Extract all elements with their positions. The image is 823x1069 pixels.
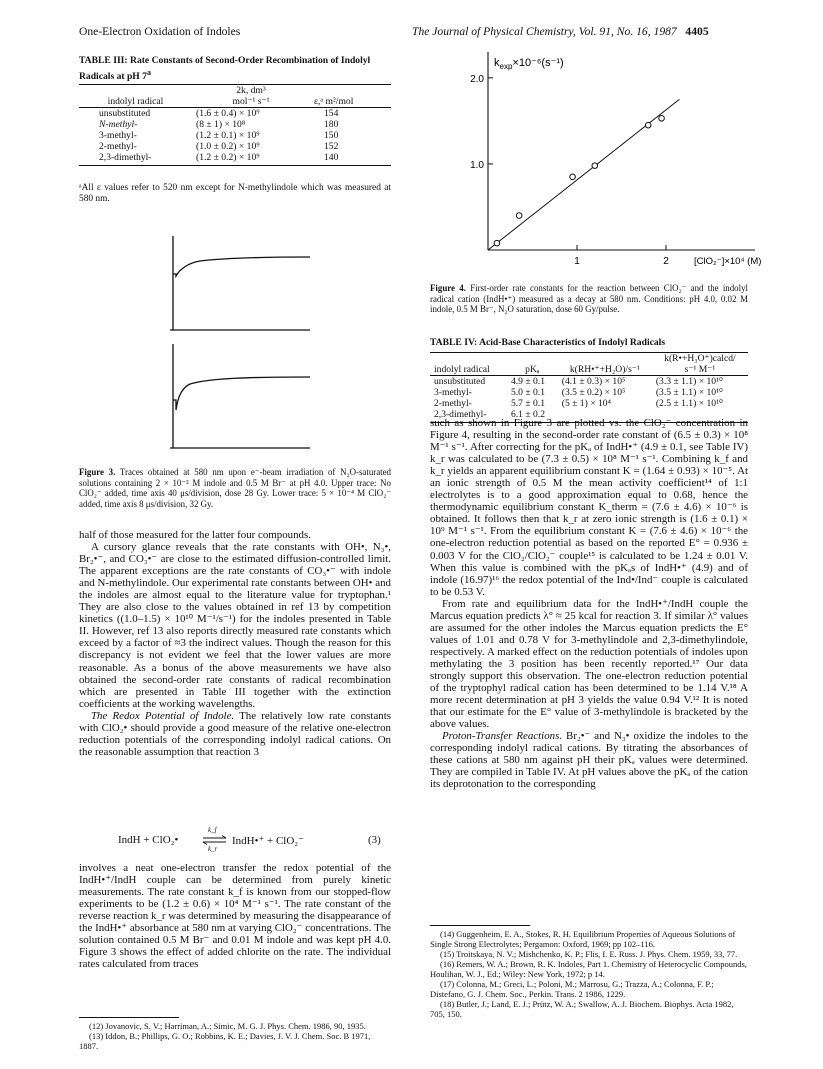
table3-cell-name: 2-methyl-: [99, 141, 137, 152]
page-number: 4405: [685, 25, 709, 38]
table3-cell-eps: 154: [324, 108, 339, 119]
figure3-upper-trace: [170, 236, 310, 330]
figure3-traces: [170, 236, 315, 456]
table4-cell-k2: (3.3 ± 1.1) × 10¹⁰: [655, 376, 723, 387]
table-row: [79, 108, 391, 120]
table4-cell-name: 2-methyl-: [434, 398, 472, 409]
paragraph-text: The relatively low rate constants with ClO₂• should provide a good measure of the relative one-electron reduction potentials of the corresponding indolyl radical cations. On the reasonable assumption that reaction 3: [79, 709, 391, 758]
table4-cell-name: 2,3-dimethyl-: [430, 409, 507, 423]
table4-cell-pka: 6.1 ± 0.2: [507, 409, 558, 423]
table3-cell-eps: 152: [324, 141, 339, 152]
figure4-data-point: [516, 213, 522, 219]
reference-17: (17) Colonna, M.; Greci, L.; Poloni, M.; Marrosu, G.; Trazza, A.; Colonna, F. P.; Distefano, G. J. Chem. Soc., Perkin. Trans. 2 1986, 1229.: [430, 979, 714, 999]
right-column-text: [430, 417, 748, 790]
paragraph-text: Br₂•⁻ and N₃• oxidize the indoles to the corresponding indolyl radical cations. By titrating the absorbances of these cations at 580 nm against pH their pKₐ values were determined. They are compiled in Table IV. At pH values above the pKₐ of the cation its deprotonation to the corresponding: [430, 730, 748, 791]
reference-15: (15) Troitskaya, N. V.; Mishchenko, K. P.; Flis, I. E. Russ. J. Phys. Chem. 1959, 33, 77.: [440, 949, 738, 959]
table3-col-k: [192, 85, 310, 108]
table3-cell-name: N-methyl-: [99, 119, 138, 130]
table3-col-radical: indolyl radical: [79, 85, 192, 108]
equation-kr: k_r: [208, 845, 218, 853]
table4-col-pka: pKₐ: [507, 353, 558, 376]
table-row: [430, 387, 748, 398]
table4-title: [430, 337, 748, 349]
figure4-ytick-1.0: 1.0: [470, 159, 484, 171]
left-column-text: [79, 529, 391, 758]
table3-cell-eps: 140: [310, 152, 391, 166]
figure4-ticks: [488, 78, 666, 250]
section-heading: The Redox Potential of Indole.: [91, 709, 235, 722]
figure4-y-label: $k_{exp}\times 10^{-6}(s^{-1})$: [494, 57, 564, 71]
figure4-ytick-2.0: 2.0: [470, 73, 484, 85]
table3-title-text: Rate Constants of Second-Order Recombination of Indolyl Radicals at pH 7: [79, 55, 371, 82]
paragraph-proton: [430, 730, 748, 790]
equation-3: [118, 826, 390, 856]
table3-footnote: ᵃAll ε values refer to 520 nm except for N-methylindole which was measured at 580 nm.: [79, 183, 391, 205]
right-references: [430, 929, 748, 1019]
left-references: [79, 1021, 391, 1051]
table4-cell-name: unsubstituted: [434, 376, 486, 387]
table4-col-k1: k(RH•⁺+H₂O)/s⁻¹: [558, 353, 652, 376]
table4-cell-pka: 4.9 ± 0.1: [510, 376, 545, 387]
table-row: [430, 398, 748, 409]
figure3-caption-text: Traces obtained at 580 nm upon e⁻-beam irradiation of N₂O-saturated solutions containing 2 × 10⁻² M indole and 0.5 M Br⁻ at pH 4.0. Upper trace: No ClO₂⁻ added, time axis 40 μs/division, dose 28 Gy. Lower trace: 5 × 10⁻⁴ M ClO₂⁻ added, time axis 8 μs/division, 32 Gy.: [79, 467, 391, 509]
paragraph: A cursory glance reveals that the rate constants with OH•, N₃•, Br₂•⁻, and CO₃•⁻ are close to the estimated diffusion-controlled limit. The apparent exceptions are the rate constants of CO₃•⁻ with indole and N-methylindole. Our experimental rate constants between OH• and the indoles are almost equal to the literature value for tryptophan.¹ They are also close to the values obtained in ref 13 by competition kinetics ((1.0–1.5) × 10¹⁰ M⁻¹/s⁻¹) for the indoles presented in Table II. However, ref 13 also reports directly measured rate constants which exceed by a factor of ≈3 the indirect values. Though the reason for this discrepancy is not evident we feel that the lower values are more reasonable. As a bonus of the above measurements we have also obtained the second-order rate constants of radical recombination which are presented in Table III together with the extinction coefficients at the working wavelengths.: [79, 541, 391, 710]
reference-16: (16) Remers, W. A.; Brown, R. K. Indoles, Part 1. Chemistry of Heterocyclic Compounds, Houlihan, W. J., Ed.; Wiley: New York, 1972; p 14.: [430, 959, 747, 979]
table3-cell-name: 2,3-dimethyl-: [79, 152, 192, 166]
figure4-caption-label: Figure 4.: [430, 283, 466, 293]
table-row: [79, 152, 391, 166]
paragraph: half of those measured for the latter four compounds.: [79, 529, 311, 541]
table4: [430, 352, 748, 423]
table3-cell-name: 3-methyl-: [99, 130, 137, 141]
table3-cell-k: (1.2 ± 0.1) × 10⁹: [196, 130, 260, 141]
table3-cell-k: (1.2 ± 0.2) × 10⁹: [192, 152, 310, 166]
figure4-points: [494, 115, 664, 245]
table4-col-k2-line2: s⁻¹ M⁻¹: [684, 364, 716, 375]
figure4-data-point: [645, 122, 651, 128]
table3-label: TABLE III:: [79, 55, 128, 66]
paragraph: such as shown in Figure 3 are plotted vs. the ClO₂⁻ concentration in Figure 4, resulting in the second-order rate constant of (6.5 ± 0.3) × 10⁸ M⁻¹ s⁻¹. After correcting for the pKₐ of IndH•⁺ (4.9 ± 0.1, see Table IV) k_r was calculated to be (7.3 ± 0.5) × 10⁸ M⁻¹ s⁻¹. Combining k_f and k_r yields an apparent equilibrium constant K = (1.64 ± 0.93) × 10⁻⁵. At an ionic strength of 0.5 M the mean activity coefficient¹⁴ of 1:1 electrolytes is to a good approximation equal to 0.68, hence the thermodynamic equilibrium constant K_therm = (7.6 ± 4.6) × 10⁻⁶ is obtained. It follows then that k_r at zero ionic strength is (1.6 ± 0.1) × 10⁹ M⁻¹ s⁻¹. From the equilibrium constant K = (7.6 ± 4.6) × 10⁻⁶ the one-electron reduction potential as based on the reported E° = 0.936 ± 0.003 V for the ClO₂/ClO₂⁻ couple¹⁵ is calculated to be 1.24 ± 0.01 V. When this value is combined with the pKₐs of IndH•⁺ (4.9) and of indole (16.97)¹⁶ the redox potential of the Ind•/Ind⁻ couple is calculated to be 0.53 V.: [430, 417, 748, 598]
table4-cell-k2: (3.5 ± 1.1) × 10¹⁰: [655, 387, 723, 398]
table3-cell-name: unsubstituted: [99, 108, 151, 119]
table-row: [79, 130, 391, 141]
table3-col-eps: ε,ᵃ m²/mol: [310, 85, 391, 108]
equation-kf: k_f: [208, 826, 217, 834]
left-column-text-2: [79, 862, 391, 970]
section-heading: Proton-Transfer Reactions.: [442, 730, 563, 743]
table3-cell-k: (1.0 ± 0.2) × 10⁹: [196, 141, 260, 152]
paragraph: From rate and equilibrium data for the IndH•⁺/IndH couple the Marcus equation predicts λ° ≈ 25 kcal for reaction 3. If similar λ° values are assumed for the other indoles the Marcus equation predicts the E° values of 1.01 and 0.78 V for 3-methylindole and 2,3-dimethylindole, respectively. A marked effect on the reduction potentials of indoles upon methylating the 3 position has been recently reported.¹⁷ Our data strongly support this observation. The one-electron reduction potential of the tryptophyl radical cation has been determined to be 1.14 V.¹⁸ A more recent determination at pH 3 yields the value 0.94 V.¹² It is noted that our estimate for the E° value of 3-methylindole is bracketed by the above values.: [430, 597, 748, 731]
reference-18: (18) Butler, J.; Land, E. J.; Prütz, W. A.; Swallow, A. J. Biochem. Biophys. Acta 1982, 705, 150.: [430, 999, 734, 1019]
figure4-caption-text: First-order rate constants for the reaction between ClO₂⁻ and the indolyl radical cation (IndH•⁺) measured as a decay at 580 nm. Conditions: pH 4.0, 0.02 M indole, 0.5 M Br⁻, N₂O saturation, dose 60 Gy/pulse.: [430, 283, 748, 315]
table-row: [430, 376, 748, 388]
table3-cell-k: (8 ± 1) × 10⁸: [196, 119, 246, 130]
table3: [79, 84, 391, 166]
table4-col-k2: [652, 353, 748, 376]
table-row: [79, 119, 391, 130]
table4-title-text: Acid-Base Characteristics of Indolyl Radicals: [479, 337, 666, 348]
table4-cell-pka: 5.7 ± 0.1: [510, 398, 545, 409]
table4-col-k2-line1: k(R•+H₃O⁺)calcd/: [664, 353, 736, 364]
table3-title-note: a: [146, 67, 151, 77]
reference-12: (12) Jovanovic, S. V.; Harriman, A.; Simic, M. G. J. Phys. Chem. 1986, 90, 1935.: [89, 1021, 366, 1031]
figure3-caption-label: Figure 3.: [79, 467, 116, 477]
figure4-data-point: [592, 163, 598, 169]
equation-right: IndH•⁺ + ClO₂⁻: [232, 835, 304, 847]
reference-13: (13) Iddon, B.; Phillips, G. O.; Robbins, K. E.; Davies, J. V. J. Chem. Soc. B 1971, 1887.: [79, 1031, 371, 1051]
table4-label: TABLE IV:: [430, 337, 478, 348]
table3-header-row: [79, 85, 391, 108]
paragraph: involves a neat one-electron transfer the redox potential of the IndH•⁺/IndH couple can be determined from purely kinetic measurements. The rate constant k_f is known from our stopped-flow experiments to be (1.2 ± 0.6) × 10⁴ M⁻¹ s⁻¹. The rate constant of the reverse reaction k_r was determined by measuring the disappearance of the IndH•⁺ absorbance at 580 nm at varying ClO₂⁻ concentrations. The solution contained 0.5 M Br⁻ and 0.01 M indole and was kept pH 4.0. Figure 3 shows the effect of added chlorite on the rate. The individual rates calculated from traces: [79, 862, 391, 971]
table4-cell-k1: (3.5 ± 0.2) × 10⁵: [561, 387, 626, 398]
figure4-chart: [440, 44, 770, 276]
table-row: [79, 141, 391, 152]
figure3-caption: [79, 467, 391, 509]
table3-col-k-line2: mol⁻¹ s⁻¹: [232, 96, 270, 107]
table4-cell-k2: (2.5 ± 1.1) × 10¹⁰: [655, 398, 723, 409]
table4-col-radical: indolyl radical: [430, 353, 507, 376]
table4-header-row: [430, 353, 748, 376]
table3-title: [79, 55, 379, 82]
journal-citation: The Journal of Physical Chemistry, Vol. 91, No. 16, 1987: [412, 25, 677, 38]
figure4-data-point: [570, 174, 576, 180]
figure4-xtick-1: 1: [574, 256, 580, 267]
table4-cell-name: 3-methyl-: [434, 387, 472, 398]
running-header-right: [412, 25, 709, 38]
figure4-caption: [430, 283, 748, 315]
equation-number: (3): [368, 834, 381, 846]
table3-cell-k: (1.6 ± 0.4) × 10⁹: [196, 108, 260, 119]
footnote-divider: [79, 1017, 179, 1018]
table4-cell-k1: (5 ± 1) × 10⁴: [561, 398, 611, 409]
figure4-data-point: [494, 240, 500, 246]
table4-cell-k1: (4.1 ± 0.3) × 10⁵: [561, 376, 626, 387]
paragraph-redox: [79, 710, 391, 758]
figure4-xtick-2: 2: [663, 256, 669, 267]
figure4-x-label: [ClO₂⁻]×10⁴ (M): [694, 256, 762, 267]
running-header-left: One-Electron Oxidation of Indoles: [79, 25, 241, 38]
table3-col-k-line1: 2k, dm³: [236, 85, 266, 96]
footnote-divider: [430, 925, 530, 926]
figure3-lower-trace: [170, 344, 310, 448]
figure4-data-point: [659, 115, 665, 121]
table3-cell-eps: 180: [324, 119, 339, 130]
equilibrium-arrow-icon: [202, 835, 228, 845]
table3-cell-eps: 150: [324, 130, 339, 141]
figure4-fit-line: [488, 99, 679, 250]
equation-left: IndH + ClO₂•: [118, 834, 179, 846]
table4-cell-pka: 5.0 ± 0.1: [510, 387, 545, 398]
reference-14: (14) Guggenheim, E. A., Stokes, R. H. Equilibrium Properties of Aqueous Solutions of Single Strong Electrolytes; Pergamon: Oxford, 1969; pp 102–116.: [430, 929, 736, 949]
